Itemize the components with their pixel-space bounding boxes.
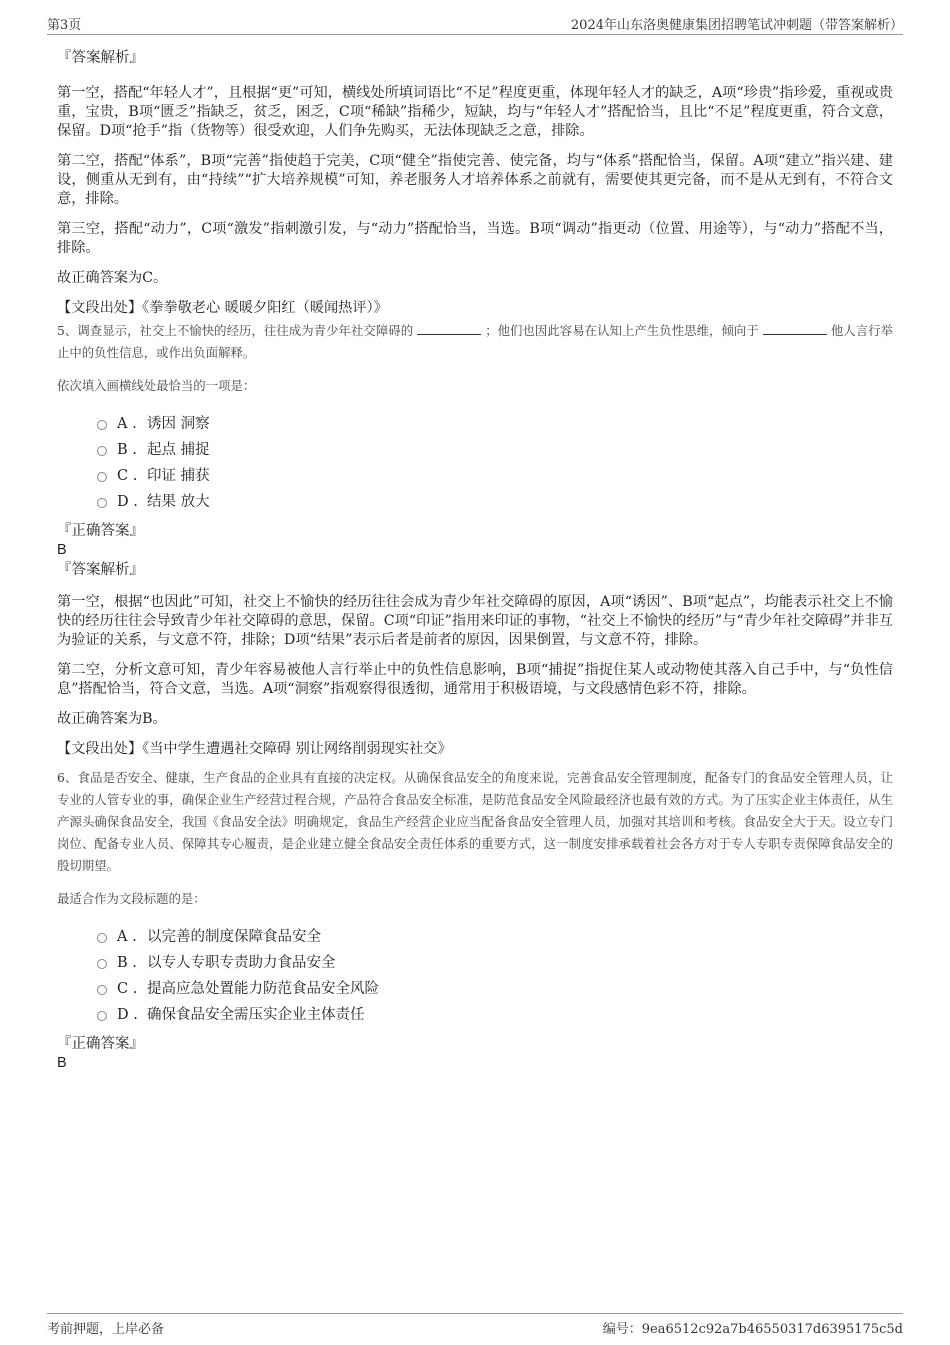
page-header xyxy=(47,14,903,35)
q6-answer-label: 『正确答案』 xyxy=(57,1036,144,1052)
radio-icon[interactable] xyxy=(97,472,107,482)
q6-option-c[interactable] xyxy=(57,976,893,1002)
radio-icon[interactable] xyxy=(97,959,107,969)
q5-prompt: 依次填入画横线处最恰当的一项是： xyxy=(57,378,256,393)
option-letter: B . xyxy=(117,955,137,971)
q5-source: 【文段出处】《当中学生遭遇社交障碍 别让网络削弱现实社交》 xyxy=(57,741,452,757)
q6-option-a[interactable] xyxy=(57,924,893,950)
option-text: 提高应急处置能力防范食品安全风险 xyxy=(147,981,379,997)
q5-option-d[interactable] xyxy=(57,489,893,515)
q6-answer: B xyxy=(57,1055,67,1071)
option-text: 结果 放大 xyxy=(147,494,210,510)
radio-icon[interactable] xyxy=(97,1011,107,1021)
q4-source: 【文段出处】《拳拳敬老心 暖暖夕阳红（暖闻热评）》 xyxy=(57,300,388,316)
q5-option-a[interactable] xyxy=(57,411,893,437)
option-letter: B . xyxy=(117,442,137,458)
option-letter: A . xyxy=(117,929,137,945)
q5-stem-part-1: 5、调查显示，社交上不愉快的经历，往往成为青少年社交障碍的 xyxy=(57,323,414,338)
footer-slogan: 考前押题，上岸必备 xyxy=(47,1322,165,1337)
q5-analysis-paragraph-1: 第一空，根据“也因此”可知，社交上不愉快的经历往往会成为青少年社交障碍的原因，A项“诱因”、B项“起点”，均能表示社交上不愉快的经历往往会导致青少年社交障碍的意思，保留。C项“印证”指用来印证的事物，“社交上不愉快的经历”与“青少年社交障碍”并非互为验证的关系，与文意不符，排除；D项“结果”表示后者是前者的原因，因果倒置，与文意不符，排除。 xyxy=(57,594,893,648)
footer-document-id: 编号：9ea6512c92a7b46550317d6395175c5d xyxy=(602,1322,903,1337)
option-letter: A . xyxy=(117,416,137,432)
option-letter: C . xyxy=(117,981,138,997)
q4-conclusion: 故正确答案为C。 xyxy=(57,270,168,286)
option-text: 以完善的制度保障食品安全 xyxy=(147,929,321,945)
q5-answer: B xyxy=(57,542,67,558)
q5-stem xyxy=(57,320,893,364)
page-content xyxy=(57,46,893,1072)
q5-analysis-paragraph-2: 第二空，分析文意可知，青少年容易被他人言行举止中的负性信息影响，B项“捕捉”指捉住某人或动物使其落入自己手中，与“负性信息”搭配恰当，符合文意，当选。A项“洞察”指观察得很透彻，通常用于积极语境，与文段感情色彩不符，排除。 xyxy=(57,662,893,697)
q6-options xyxy=(57,924,893,1028)
option-letter: D . xyxy=(117,494,138,510)
q4-analysis-paragraph-1: 第一空，搭配“年轻人才”，且根据“更”可知，横线处所填词语比“不足”程度更重，体现年轻人才的缺乏，A项“珍贵”指珍爱，重视或贵重，宝贵，B项“匮乏”指缺乏，贫乏，困乏，C项“稀缺”指稀少，短缺，均与“年轻人才”搭配恰当，且比“不足”程度更重，符合文意，保留。D项“抢手”指（货物等）很受欢迎，人们争先购买，无法体现缺乏之意，排除。 xyxy=(57,85,893,139)
option-letter: C . xyxy=(117,468,138,484)
q4-analysis-label: 『答案解析』 xyxy=(57,50,144,66)
q4-analysis-paragraph-2: 第二空，搭配“体系”，B项“完善”指使趋于完美，C项“健全”指使完善、使完备，均与“体系”搭配恰当，保留。A项“建立”指兴建、建设，侧重从无到有，由“持续”“扩大培养规模”可知，养老服务人才培养体系之前就有，需要使其更完备，而不是从无到有，不符合文意，排除。 xyxy=(57,153,893,207)
q5-analysis-label: 『答案解析』 xyxy=(57,562,144,578)
q4-analysis-paragraph-3: 第三空，搭配“动力”，C项“激发”指刺激引发，与“动力”搭配恰当，当选。B项“调动”指更动（位置、用途等），与“动力”搭配不当，排除。 xyxy=(57,221,893,256)
radio-icon[interactable] xyxy=(97,933,107,943)
radio-icon[interactable] xyxy=(97,446,107,456)
option-text: 起点 捕捉 xyxy=(147,442,210,458)
q5-answer-label: 『正确答案』 xyxy=(57,523,144,539)
q5-stem-part-3: 他人言行举止中的负性信息，或作出负面解释。 xyxy=(57,323,893,360)
option-text: 诱因 洞察 xyxy=(147,416,210,432)
radio-icon[interactable] xyxy=(97,420,107,430)
q6-stem: 6、食品是否安全、健康，生产食品的企业具有直接的决定权。从确保食品安全的角度来说，完善食品安全管理制度，配备专门的食品安全管理人员，让专业的人管专业的事，确保企业生产经营过程合规，产品符合食品安全标准，是防范食品安全风险最经济也最有效的方式。为了压实企业主体责任，从生产源头确保食品安全，我国《食品安全法》明确规定，食品生产经营企业应当配备食品安全管理人员，加强对其培训和考核。食品安全大于天。设立专门岗位、配备专业人员、保障其专心履责，是企业建立健全食品安全责任体系的重要方式，这一制度安排承载着社会各方对于专人专职专责保障食品安全的殷切期望。 xyxy=(57,770,893,873)
q5-stem-part-2: ；他们也因此容易在认知上产生负性思维，倾向于 xyxy=(485,323,759,338)
document-title: 2024年山东洛奥健康集团招聘笔试冲刺题（带答案解析） xyxy=(570,18,903,33)
option-text: 以专人专职专责助力食品安全 xyxy=(147,955,336,971)
q5-option-b[interactable] xyxy=(57,437,893,463)
q5-option-c[interactable] xyxy=(57,463,893,489)
radio-icon[interactable] xyxy=(97,985,107,995)
q5-conclusion: 故正确答案为B。 xyxy=(57,711,167,727)
option-text: 确保食品安全需压实企业主体责任 xyxy=(147,1007,365,1023)
option-text: 印证 捕获 xyxy=(147,468,210,484)
q5-options xyxy=(57,411,893,515)
q5-blank-2 xyxy=(763,322,827,335)
q5-blank-1 xyxy=(417,322,481,335)
page-number: 第3页 xyxy=(47,18,82,33)
option-letter: D . xyxy=(117,1007,138,1023)
page-footer xyxy=(47,1313,903,1337)
q6-option-d[interactable] xyxy=(57,1002,893,1028)
q6-option-b[interactable] xyxy=(57,950,893,976)
radio-icon[interactable] xyxy=(97,498,107,508)
q6-prompt: 最适合作为文段标题的是： xyxy=(57,891,206,906)
